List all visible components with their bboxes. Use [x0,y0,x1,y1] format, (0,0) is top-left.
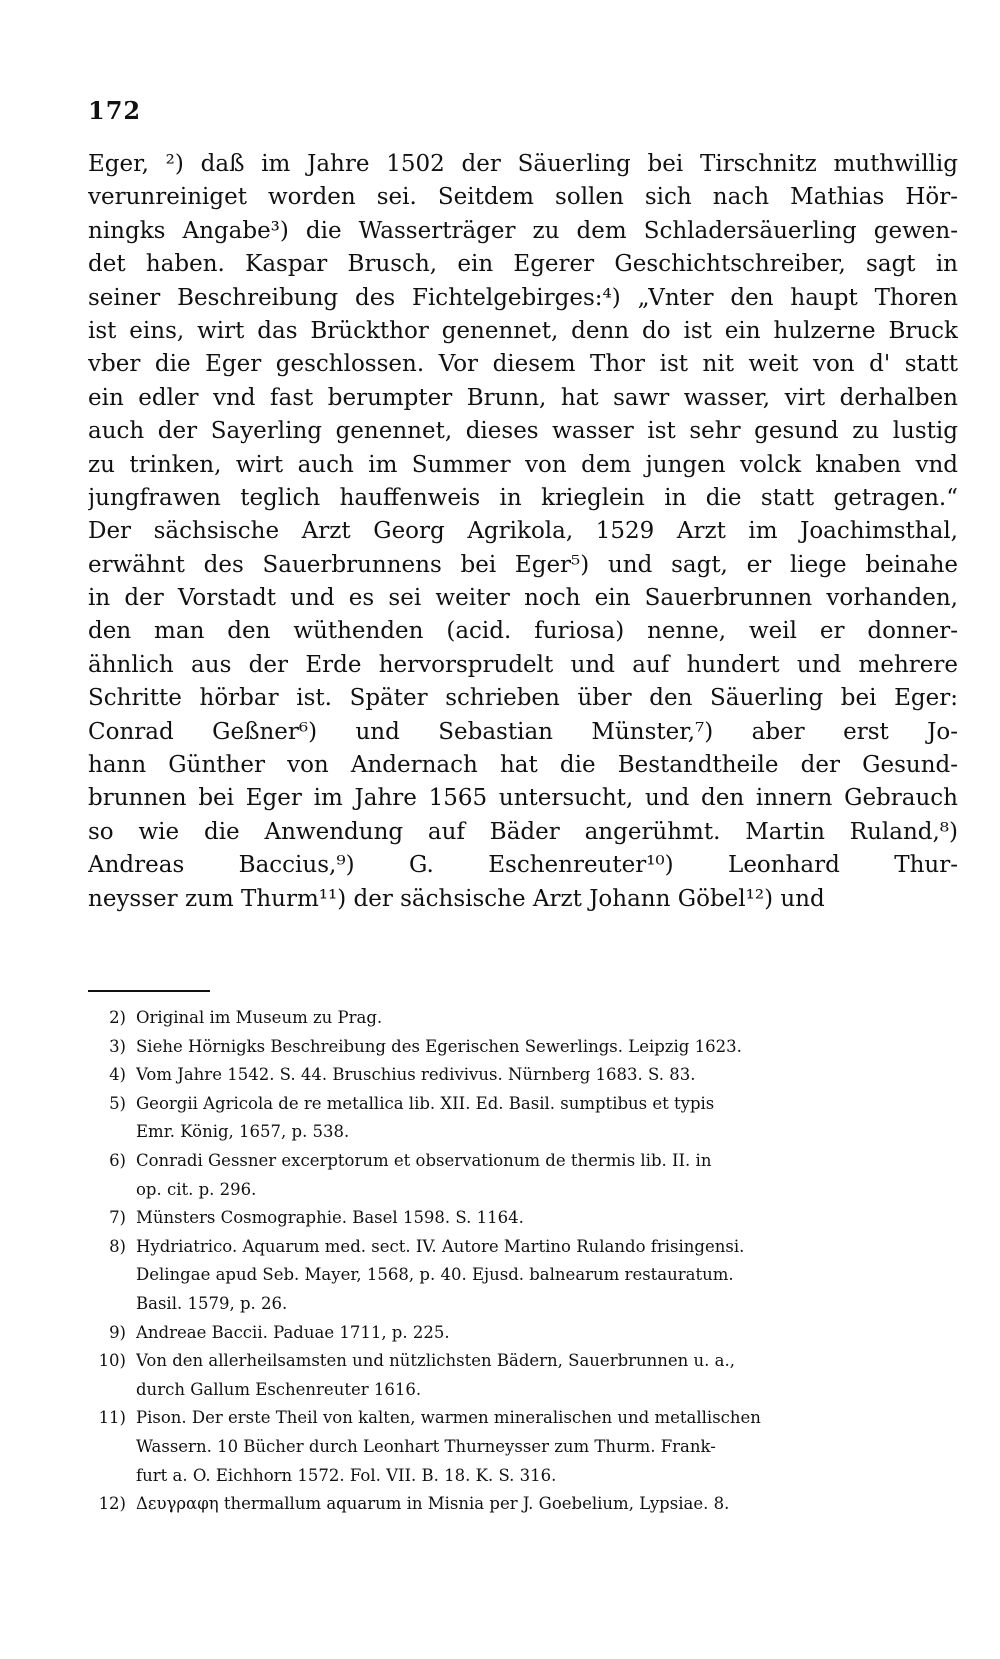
footnote-label: 9) [109,1322,126,1342]
body-line: Der sächsische Arzt Georg Agrikola, 1529 Arzt im Joachimsthal, [88,518,958,545]
body-line: ningks Angabe³) die Wasserträger zu dem Schladersäuerling gewen- [88,217,958,244]
footnote-text [136,1033,958,1062]
body-line: Andreas Baccius,⁹) G. Eschenreuter¹⁰) Leonhard Thur- [88,852,958,879]
body-line: zu trinken, wirt auch im Summer von dem jungen volck knaben vnd [88,451,958,478]
footnote-text [136,1090,958,1147]
footnote-line: Basil. 1579, p. 26. [136,1293,288,1313]
footnote-line: op. cit. p. 296. [136,1179,257,1199]
body-line: neysser zum Thurm¹¹) der sächsische Arzt Johann Göbel¹²) und [88,885,825,912]
footnote-line: Emr. König, 1657, p. 538. [136,1122,350,1142]
footnote-line: Von den allerheilsamsten und nützlichsten Bädern, Sauerbrunnen u. a., [136,1351,735,1371]
footnote-label: 4) [109,1065,126,1085]
footnote [88,1004,958,1033]
body-line: verunreiniget worden sei. Seitdem sollen sich nach Mathias Hör- [88,184,958,211]
footnote-label: 7) [109,1208,126,1228]
footnote [88,1061,958,1090]
footnote-text [136,1404,958,1490]
footnote [88,1033,958,1062]
body-line: seiner Beschreibung des Fichtelgebirges:⁴) „Vnter den haupt Thoren [88,284,958,311]
body-line: ähnlich aus der Erde hervorsprudelt und auf hundert und mehrere [88,651,958,678]
footnote-label: 5) [109,1093,126,1113]
footnote [88,1490,958,1519]
footnotes [88,1004,958,1519]
body-text [88,148,958,916]
footnote-line: Siehe Hörnigks Beschreibung des Egerischen Sewerlings. Leipzig 1623. [136,1036,742,1056]
footnote-line: Original im Museum zu Prag. [136,1008,383,1027]
footnote [88,1233,958,1319]
body-line: ein edler vnd fast berumpter Brunn, hat sawr wasser, virt derhalben [88,384,958,411]
footnote-line: Δευγραφη thermallum aquarum in Misnia per J. Goebelium, Lypsiae. 8. [136,1494,730,1514]
body-line: Eger, ²) daß im Jahre 1502 der Säuerling bei Tirschnitz muthwillig [88,151,958,177]
footnote-separator [88,990,210,992]
body-line: in der Vorstadt und es sei weiter noch ein Sauerbrunnen vorhanden, [88,585,958,612]
footnote [88,1404,958,1490]
footnote-label: 6) [109,1150,126,1170]
body-line: Schritte hörbar ist. Später schrieben über den Säuerling bei Eger: [88,685,958,712]
body-line: vber die Eger geschlossen. Vor diesem Thor ist nit weit von d' statt [88,351,958,378]
body-line: Conrad Geßner⁶) und Sebastian Münster,⁷) aber erst Jo- [88,718,958,745]
footnote-line: Münsters Cosmographie. Basel 1598. S. 1164. [136,1208,524,1228]
body-line: den man den wüthenden (acid. furiosa) nenne, weil er donner- [88,618,958,645]
footnote-label: 3) [109,1036,126,1056]
footnote [88,1204,958,1233]
footnote-line: Vom Jahre 1542. S. 44. Bruschius redivivus. Nürnberg 1683. S. 83. [136,1065,696,1085]
body-line: det haben. Kaspar Brusch, ein Egerer Geschichtschreiber, sagt in [88,251,958,278]
footnote [88,1347,958,1404]
footnote-label: 2) [109,1008,126,1027]
footnote-label: 11) [98,1408,126,1428]
body-line: jungfrawen teglich hauffenweis in krieglein in die statt getragen.“ [88,484,958,511]
footnote-line: Delingae apud Seb. Mayer, 1568, p. 40. Ejusd. balnearum restauratum. [136,1265,734,1285]
footnote-label: 12) [98,1494,126,1514]
footnote-line: Georgii Agricola de re metallica lib. XII. Ed. Basil. sumptibus et typis [136,1093,715,1113]
footnote-line: durch Gallum Eschenreuter 1616. [136,1379,422,1399]
footnote-text [136,1347,958,1404]
footnote-line: Hydriatrico. Aquarum med. sect. IV. Autore Martino Rulando frisingensi. [136,1236,745,1256]
footnote-text [136,1147,958,1204]
footnote-label: 8) [109,1236,126,1256]
body-line: so wie die Anwendung auf Bäder angerühmt. Martin Ruland,⁸) [88,818,958,845]
page-number: 172 [88,96,142,125]
body-line: ist eins, wirt das Brückthor genennet, denn do ist ein hulzerne Bruck [88,317,958,344]
footnote-label: 10) [98,1351,126,1371]
body-line: brunnen bei Eger im Jahre 1565 untersucht, und den innern Gebrauch [88,785,958,812]
footnote-text [136,1233,958,1319]
body-line: hann Günther von Andernach hat die Bestandtheile der Gesund- [88,752,958,779]
footnote [88,1319,958,1348]
footnote-text [136,1061,958,1090]
footnote [88,1147,958,1204]
footnote-text [136,1490,958,1519]
body-line: auch der Sayerling genennet, dieses wasser ist sehr gesund zu lustig [88,418,958,445]
footnote-text [136,1204,958,1233]
footnote-line: furt a. O. Eichhorn 1572. Fol. VII. B. 18. K. S. 316. [136,1465,557,1485]
footnote-text [136,1004,958,1033]
footnote-line: Andreae Baccii. Paduae 1711, p. 225. [136,1322,450,1342]
footnote-line: Conradi Gessner excerptorum et observationum de thermis lib. II. in [136,1150,712,1170]
footnote-line: Pison. Der erste Theil von kalten, warmen mineralischen und metallischen [136,1408,761,1428]
footnote [88,1090,958,1147]
body-line: erwähnt des Sauerbrunnens bei Eger⁵) und sagt, er liege beinahe [88,551,958,578]
footnote-line: Wassern. 10 Bücher durch Leonhart Thurneysser zum Thurm. Frank- [136,1436,716,1456]
footnote-text [136,1319,958,1348]
